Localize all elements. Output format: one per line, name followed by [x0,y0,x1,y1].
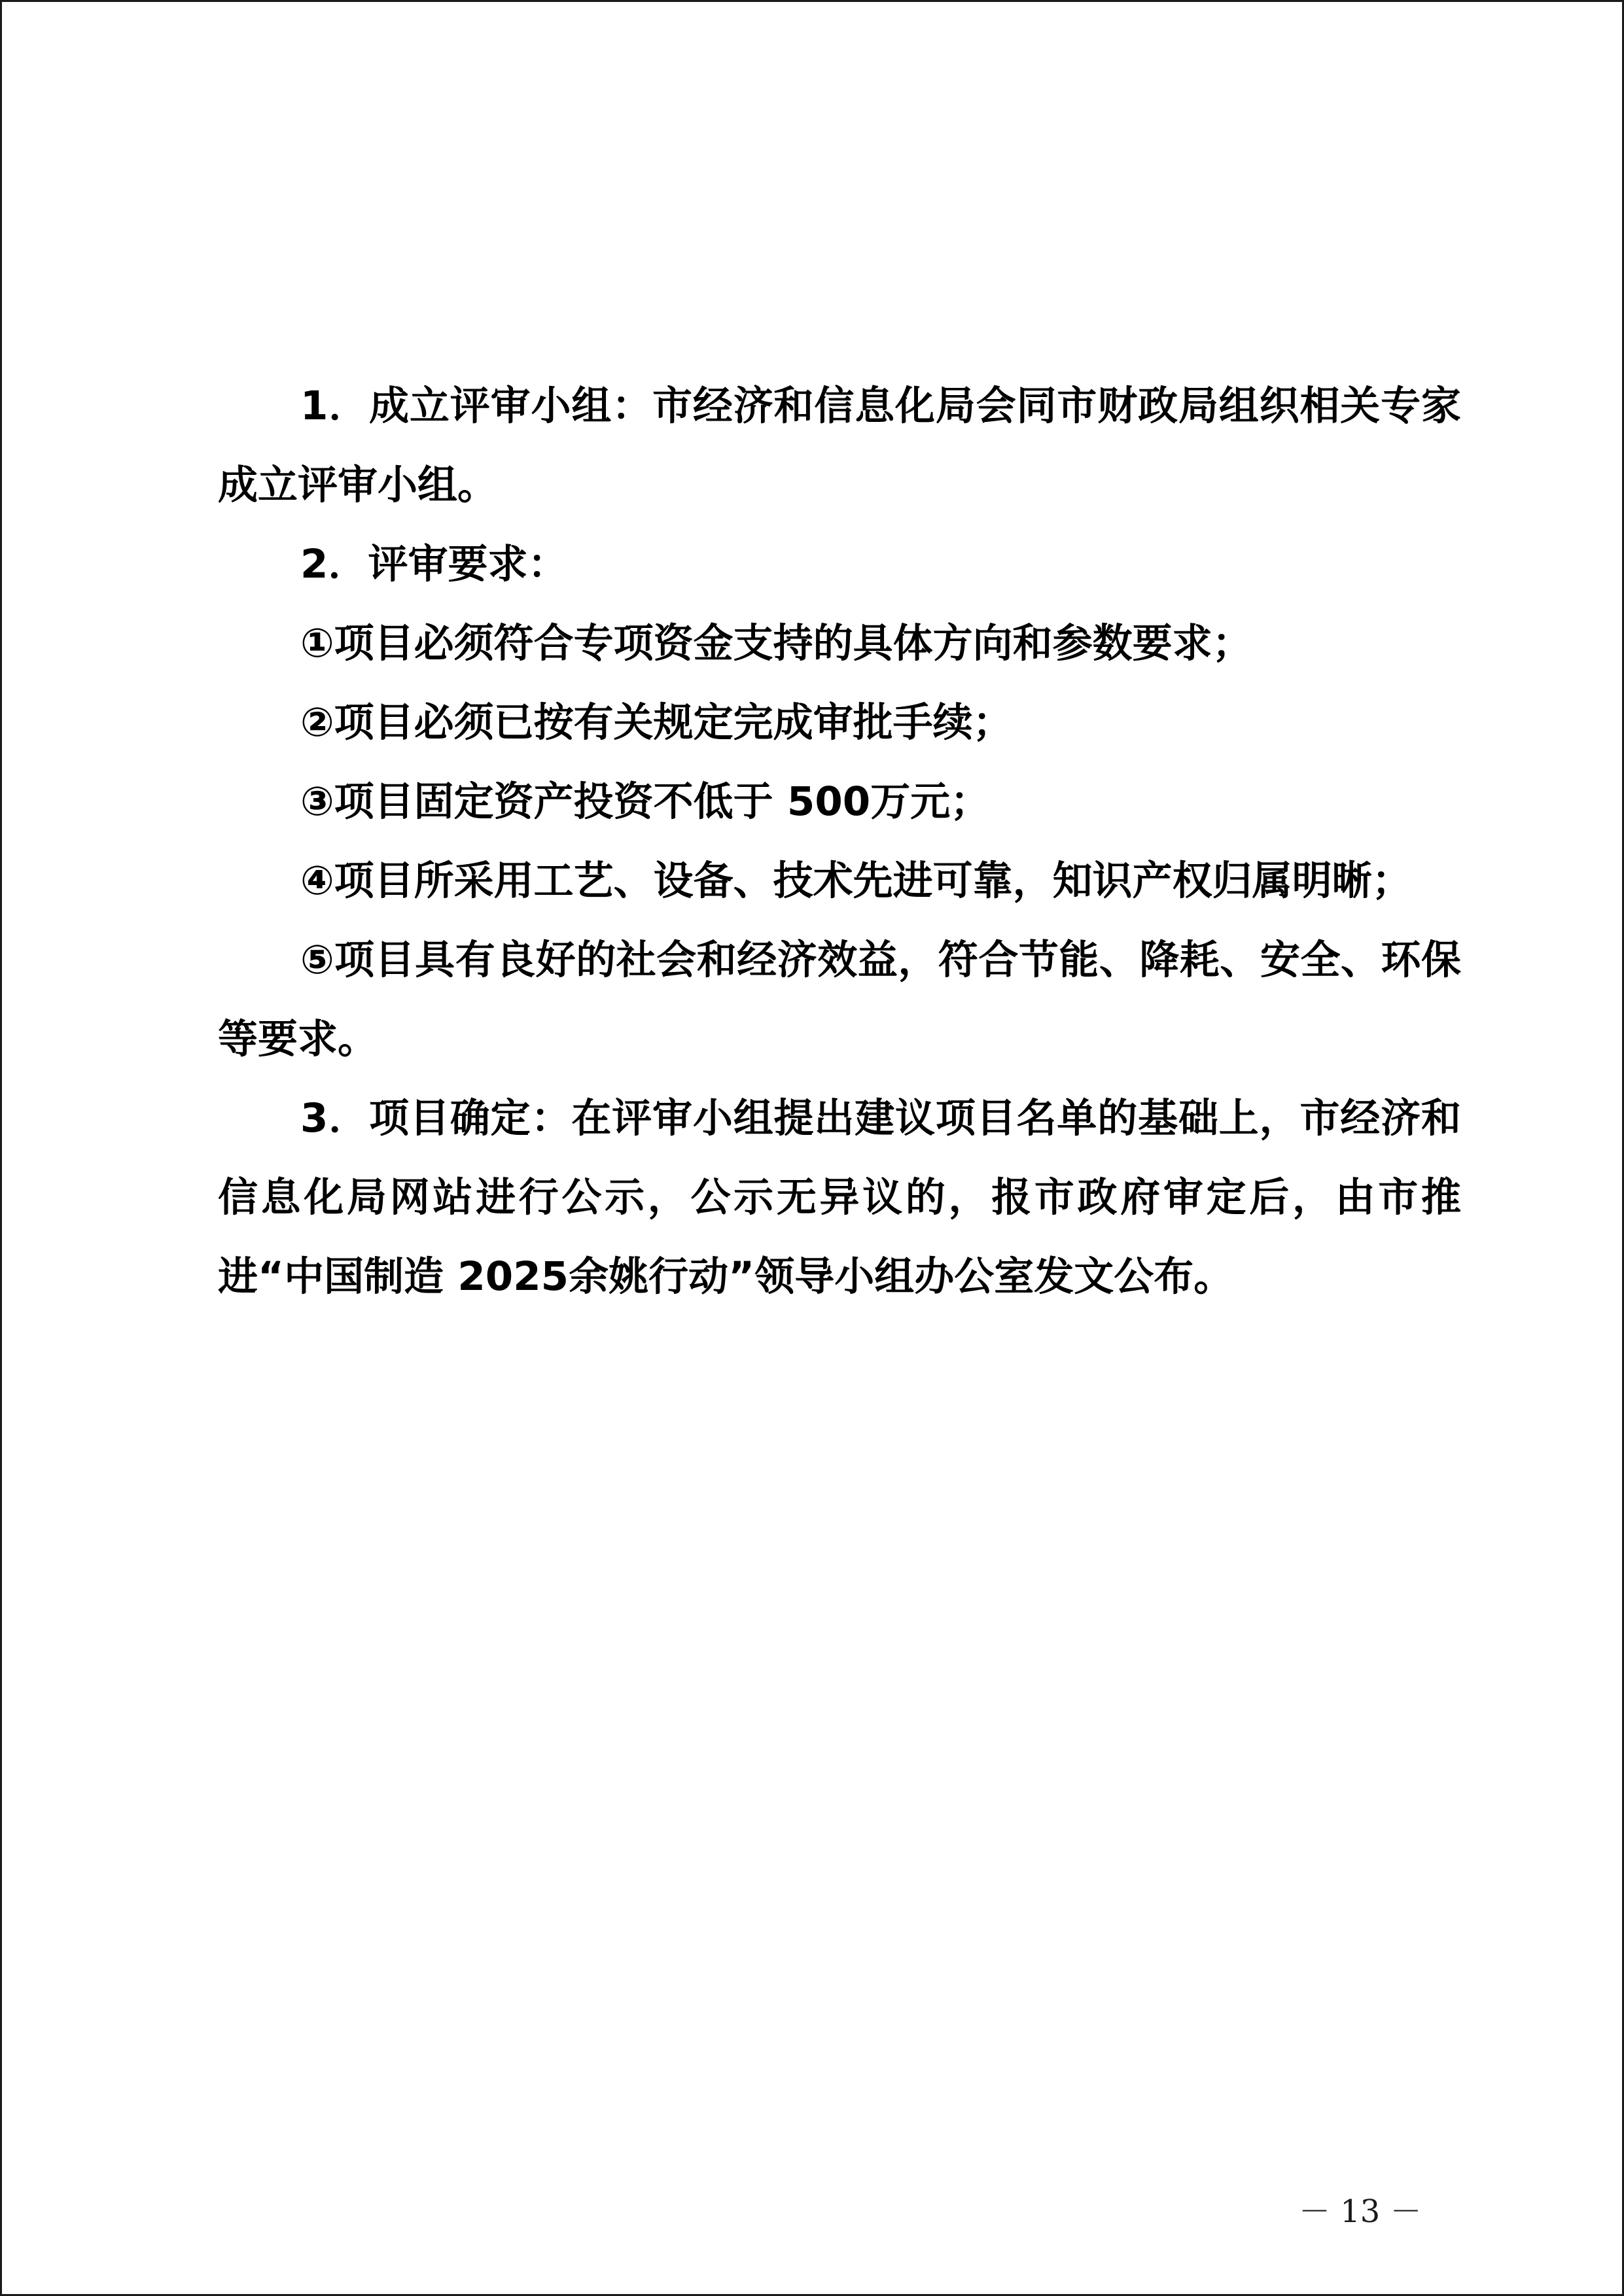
paragraph-review-group: 1．成立评审小组：市经济和信息化局会同市财政局组织相关专家成立评审小组。 [218,383,1461,508]
paragraph-requirement-2: ②项目必须已按有关规定完成审批手续； [300,699,1013,746]
paragraph-requirement-3: ③项目固定资产投资不低于 500万元； [300,778,991,825]
paragraph-requirement-4: ④项目所采用工艺、设备、技术先进可靠，知识产权归属明晰； [300,858,1412,904]
paragraph-project-confirmation: 3．项目确定：在评审小组提出建议项目名单的基础上，市经济和信息化局网站进行公示，公示无异议的，报市政府审定后，由市推进“中国制造 2025余姚行动”领导小组办公室发文公布。 [218,1095,1461,1300]
page-number: － 13 － [1299,2193,1422,2230]
document-body [218,366,1461,1316]
paragraph-review-requirements-heading: 2．评审要求： [300,541,568,587]
paragraph-requirement-5: ⑤项目具有良好的社会和经济效益，符合节能、降耗、安全、环保等要求。 [218,937,1461,1062]
paragraph-requirement-1: ①项目必须符合专项资金支持的具体方向和参数要求； [300,620,1252,667]
